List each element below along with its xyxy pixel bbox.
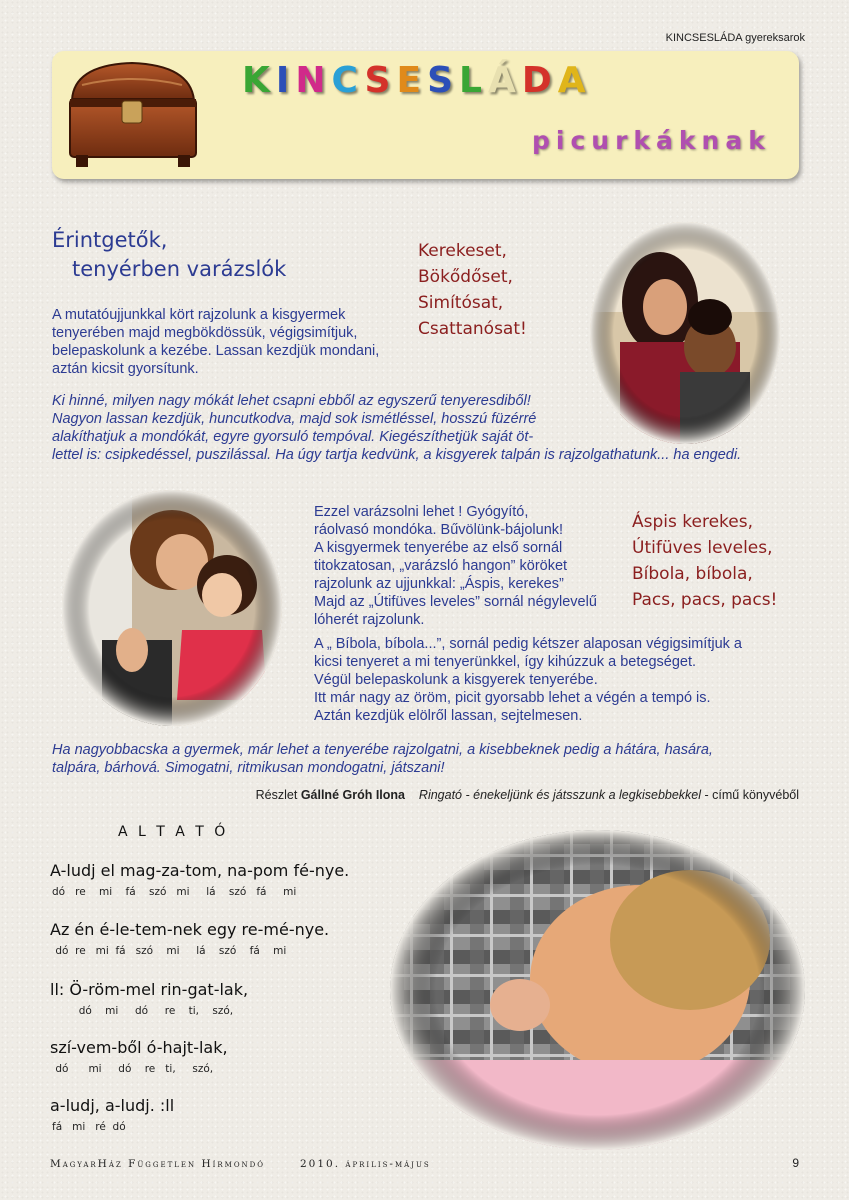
photo-mother-and-girl [62,490,282,726]
credit-suffix: - című könyvéből [704,788,799,802]
title-letter: L [459,60,488,101]
section2-paragraph-wide: A „ Bíbola, bíbola...”, sornál pedig kétszer alaposan végigsimítjuk a kicsi tenyeret a mi tenyerünkkel, így kihúzzuk a betegséget. Végül belepaskolunk a kisgyerek tenyerébe. Itt már nagy az öröm, picit gyorsabb lehet a végén a tempó is. Aztán kezdjük elölről lassan, sejtelmesen. [314,636,742,724]
credit-book: Ringató - énekeljünk és játsszunk a legkisebbekkel [418,788,702,802]
section1-rhyme: Kerekeset, Bökődőset, Simítósat, Csattanósat! [418,241,527,339]
song-solfa-5: fá mi ré dó [52,1121,126,1133]
photo-sleeping-child [390,830,805,1150]
credit-author: Gállné Gróh Ilona [300,788,405,802]
book-credit [256,788,799,802]
section2-rhyme: Áspis kerekes, Útifüves leveles, Bíbola, bíbola, Pacs, pacs, pacs! [632,512,778,610]
title-letter: C [331,60,365,101]
song-line-5: a-ludj, a-ludj. :ll [50,1096,175,1115]
song-line-4: szí-vem-ből ó-hajt-lak, [50,1038,228,1057]
song-solfa-1: dó re mi fá szó mi lá szó fá mi [52,886,297,898]
credit-prefix: Részlet [255,788,301,802]
title-letter: D [521,60,558,101]
page-number: 9 [792,1156,799,1170]
section1-paragraph: A mutatóujjunkkal kört rajzolunk a kisgyermek tenyerében majd megbökdössük, végigsimítjuk, belepaskolunk a kezébe. Lassan kezdjük mondani, aztán kicsit gyorsítunk. [52,307,380,377]
title-letter: I [275,60,296,101]
song-solfa-2: dó re mi fá szó mi lá szó fá mi [52,945,287,957]
section1-heading-line2: tenyérben varázslók [72,257,287,281]
title-letter: S [427,60,460,101]
song-line-1: A-ludj el mag-za-tom, na-pom fé-nye. [50,861,350,880]
footer-issue: 2010. április-május [300,1158,431,1170]
song-line-3: ll: Ö-röm-mel rin-gat-lak, [50,980,249,999]
song-title: A L T A T Ó [118,824,229,840]
title-letter: A [557,60,592,101]
title-letter: K [242,60,276,101]
song-solfa-4: dó mi dó re ti, szó, [52,1063,214,1075]
title-letter: Á [487,60,522,101]
section2-italic-note: Ha nagyobbacska a gyermek, már lehet a tenyerébe rajzolgatni, a kisebbeknek pedig a hátára, hasára, talpára, bárhová. Simogatni, ritmikusan mondogatni, játszani! [52,742,713,776]
section1-italic-note: Ki hinné, milyen nagy mókát lehet csapni ebből az egyszerű tenyeresdiből! Nagyon lassan kezdjük, huncutkodva, majd sok ismétléssel, hosszú füzérré alakíthatjuk a mondókát, egyre gyorsuló tempóval. Kiegészíthetjük saját öt- lettel is: csipkedéssel, puszilással. Ha úgy tartja kedvünk, a kisgyerek talpán is rajzolgathatunk... ha engedi. [52,393,742,463]
section-tag: KINCSESLÁDA gyereksarok [665,32,805,44]
title-letter: E [396,60,428,101]
title-letter: S [364,60,397,101]
section2-paragraph-narrow: Ezzel varázsolni lehet ! Gyógyító, ráolvasó mondóka. Bűvölünk-bájolunk! A kisgyermek tenyerébe az első sornál titokzatosan, „varázsló hangon” köröket rajzolunk az ujjunkkal: „Áspis, kerekes” Majd az „Útifüves leveles” sornál négylevelű lóherét rajzolunk. [314,504,597,628]
magazine-title [242,60,592,101]
song-solfa-3: dó mi dó re ti, szó, [52,1005,234,1017]
title-letter: N [295,60,332,101]
song-line-2: Az én é-le-tem-nek egy re-mé-nye. [50,920,330,939]
treasure-chest-icon [62,55,202,170]
magazine-subtitle: picurkáknak [532,126,771,155]
section1-heading-line1: Érintgetők, [52,228,168,252]
footer-publication: MagyarHáz Független Hírmondó [50,1158,266,1170]
